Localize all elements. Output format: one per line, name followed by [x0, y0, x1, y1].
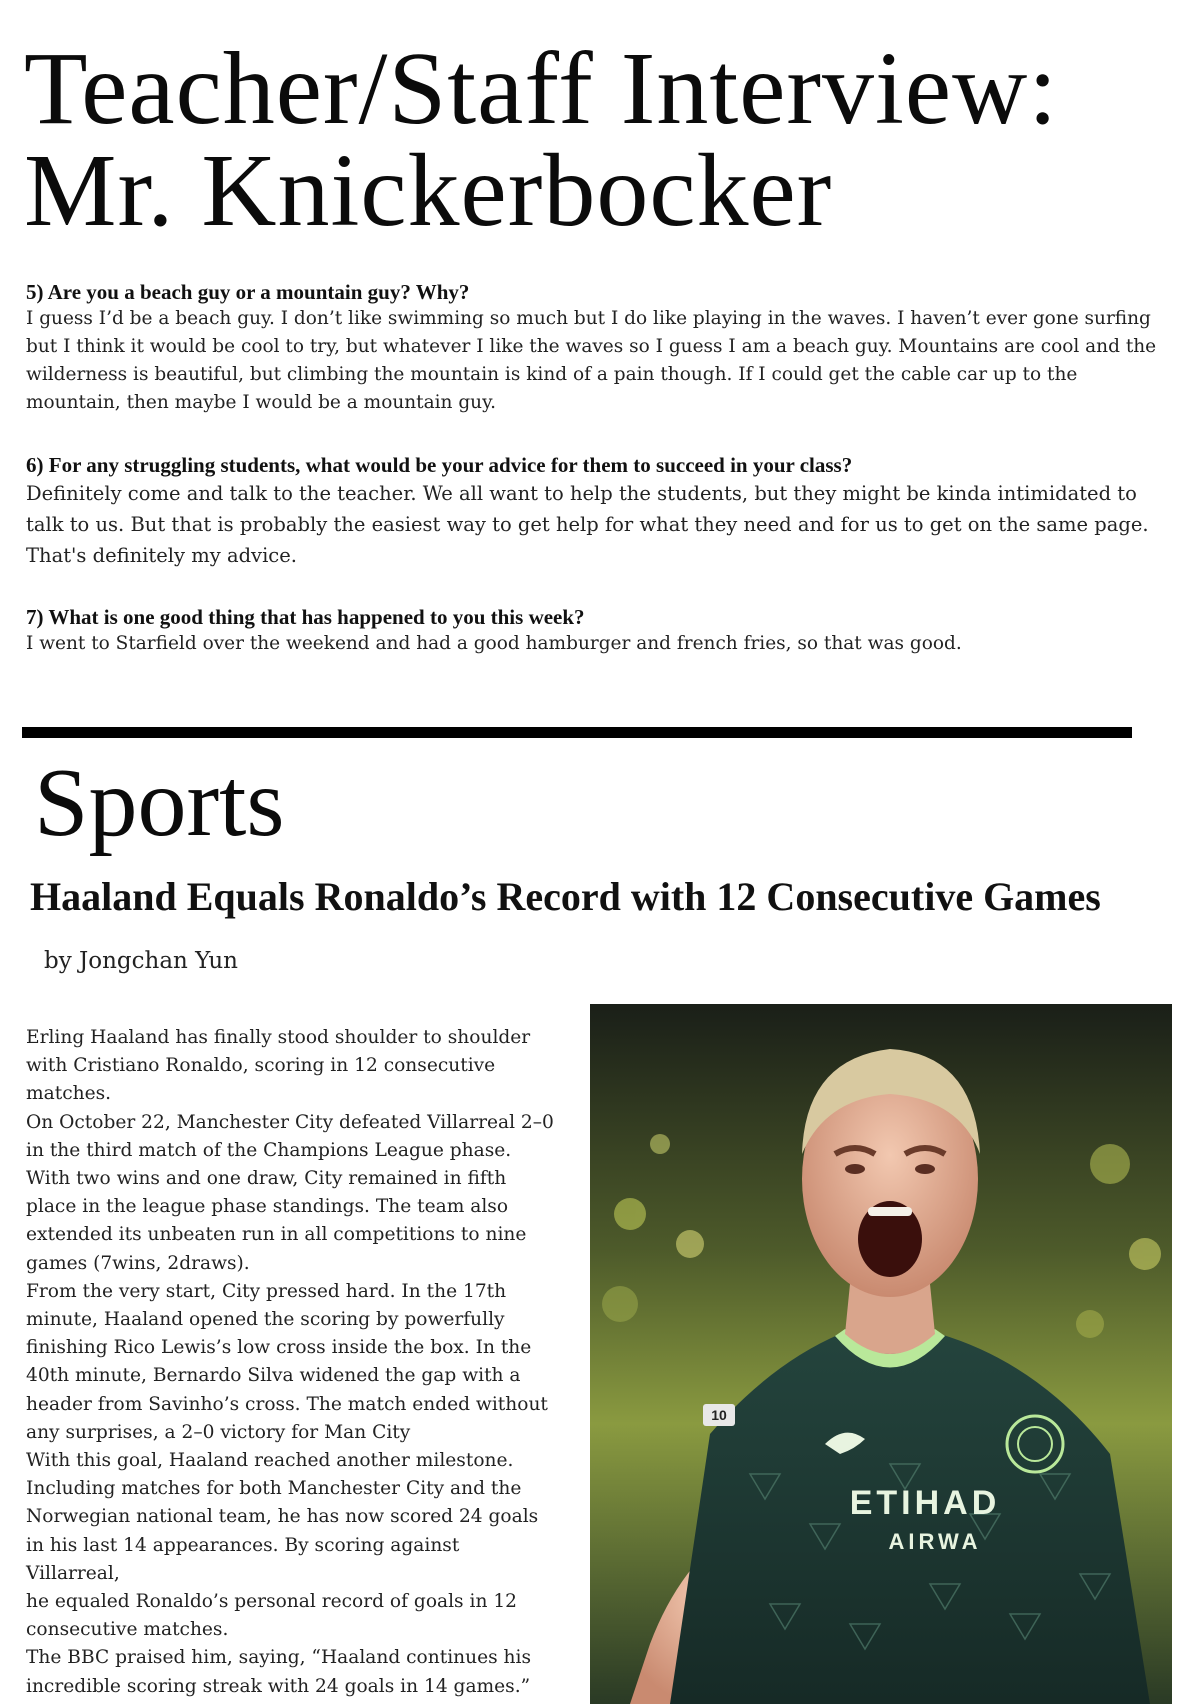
article-line: any surprises, a 2–0 victory for Man City [26, 1421, 411, 1443]
article-line: in his last 14 appearances. By scoring against Villarreal, [26, 1534, 460, 1584]
interview-question-6 [26, 452, 1176, 571]
answer-text [26, 630, 1176, 658]
article-line: incredible scoring streak with 24 goals in 14 games.” [26, 1675, 531, 1697]
page-title-line-1: Teacher/Staff Interview: [24, 31, 1059, 146]
left-eye [845, 1164, 865, 1174]
article-line: games (7wins, 2draws). [26, 1252, 250, 1274]
answer-line: That's definitely my advice. [26, 544, 297, 567]
article-line: finishing Rico Lewis’s low cross inside the box. In the [26, 1337, 532, 1359]
article-line: 40th minute, Bernardo Silva widened the gap with a [26, 1365, 521, 1387]
answer-text [26, 305, 1176, 417]
article-line: Erling Haaland has finally stood shoulder to shoulder [26, 1027, 531, 1048]
answer-line: Definitely come and talk to the teacher. We all want to help the students, but they might be kinda intimidated to [26, 482, 1137, 505]
article-line: With two wins and one draw, City remained in fifth [26, 1168, 507, 1190]
answer-line: but I think it would be cool to try, but whatever I like the waves so I guess I am a beach guy. Mountains are cool and the [26, 336, 1157, 357]
shirt-sponsor: AIRWA [888, 1529, 982, 1554]
article-byline: by Jongchan Yun [44, 948, 238, 974]
article-line: The BBC praised him, saying, “Haaland continues his [26, 1647, 532, 1669]
article-line: in the third match of the Champions League phase. [26, 1139, 512, 1161]
article-line: header from Savinho’s cross. The match ended without [26, 1393, 548, 1415]
article-line: Including matches for both Manchester City and the [26, 1478, 522, 1500]
player-photo [590, 1004, 1172, 1704]
interview-question-5 [26, 279, 1176, 417]
article-line: From the very start, City pressed hard. In the 17th [26, 1280, 507, 1302]
article-line: he equaled Ronaldo’s personal record of goals in 12 [26, 1591, 517, 1613]
article-line: matches. [26, 1083, 112, 1105]
answer-text [26, 478, 1176, 571]
page-title [24, 31, 1174, 248]
article-line: Norwegian national team, he has now scored 24 goals [26, 1506, 539, 1528]
shirt-sponsor-top: ETIHAD [849, 1484, 1001, 1522]
article-line: minute, Haaland opened the scoring by powerfully [26, 1309, 505, 1331]
teeth [868, 1207, 912, 1216]
answer-line: mountain, then maybe I would be a mountain guy. [26, 392, 496, 413]
answer-line: I guess I’d be a beach guy. I don’t like swimming so much but I do like playing in the waves. I haven’t ever gone surfing [26, 308, 1151, 329]
right-eye [915, 1164, 935, 1174]
answer-line: I went to Starfield over the weekend and had a good hamburger and french fries, so that was good. [26, 633, 962, 654]
sleeve-badge-text: 10 [711, 1407, 727, 1423]
page-title-line-2: Mr. Knickerbocker [24, 133, 833, 248]
interview-question-7 [26, 604, 1176, 658]
section-title: Sports [34, 749, 285, 857]
article-line: with Cristiano Ronaldo, scoring in 12 consecutive [26, 1055, 496, 1077]
article-line: consecutive matches. [26, 1619, 229, 1641]
answer-line: talk to us. But that is probably the easiest way to get help for what they need and for us to get on the same page. [26, 513, 1149, 536]
article-line: With this goal, Haaland reached another milestone. [26, 1450, 514, 1472]
article-line: On October 22, Manchester City defeated Villarreal 2–0 [26, 1111, 554, 1133]
question-text: 7) What is one good thing that has happened to you this week? [26, 605, 585, 629]
article-line: place in the league phase standings. The team also [26, 1196, 509, 1218]
article-line: extended its unbeaten run in all competitions to nine [26, 1224, 527, 1246]
player-illustration [590, 1004, 1172, 1704]
question-text: 5) Are you a beach guy or a mountain guy? Why? [26, 280, 470, 304]
article-headline: Haaland Equals Ronaldo’s Record with 12 Consecutive Games [30, 874, 1101, 919]
article-body [26, 1024, 556, 1701]
question-text: 6) For any struggling students, what would be your advice for them to succeed in your class? [26, 453, 853, 477]
answer-line: wilderness is beautiful, but climbing the mountain is kind of a pain though. If I could get the cable car up to the [26, 364, 1078, 385]
section-divider [22, 727, 1132, 738]
